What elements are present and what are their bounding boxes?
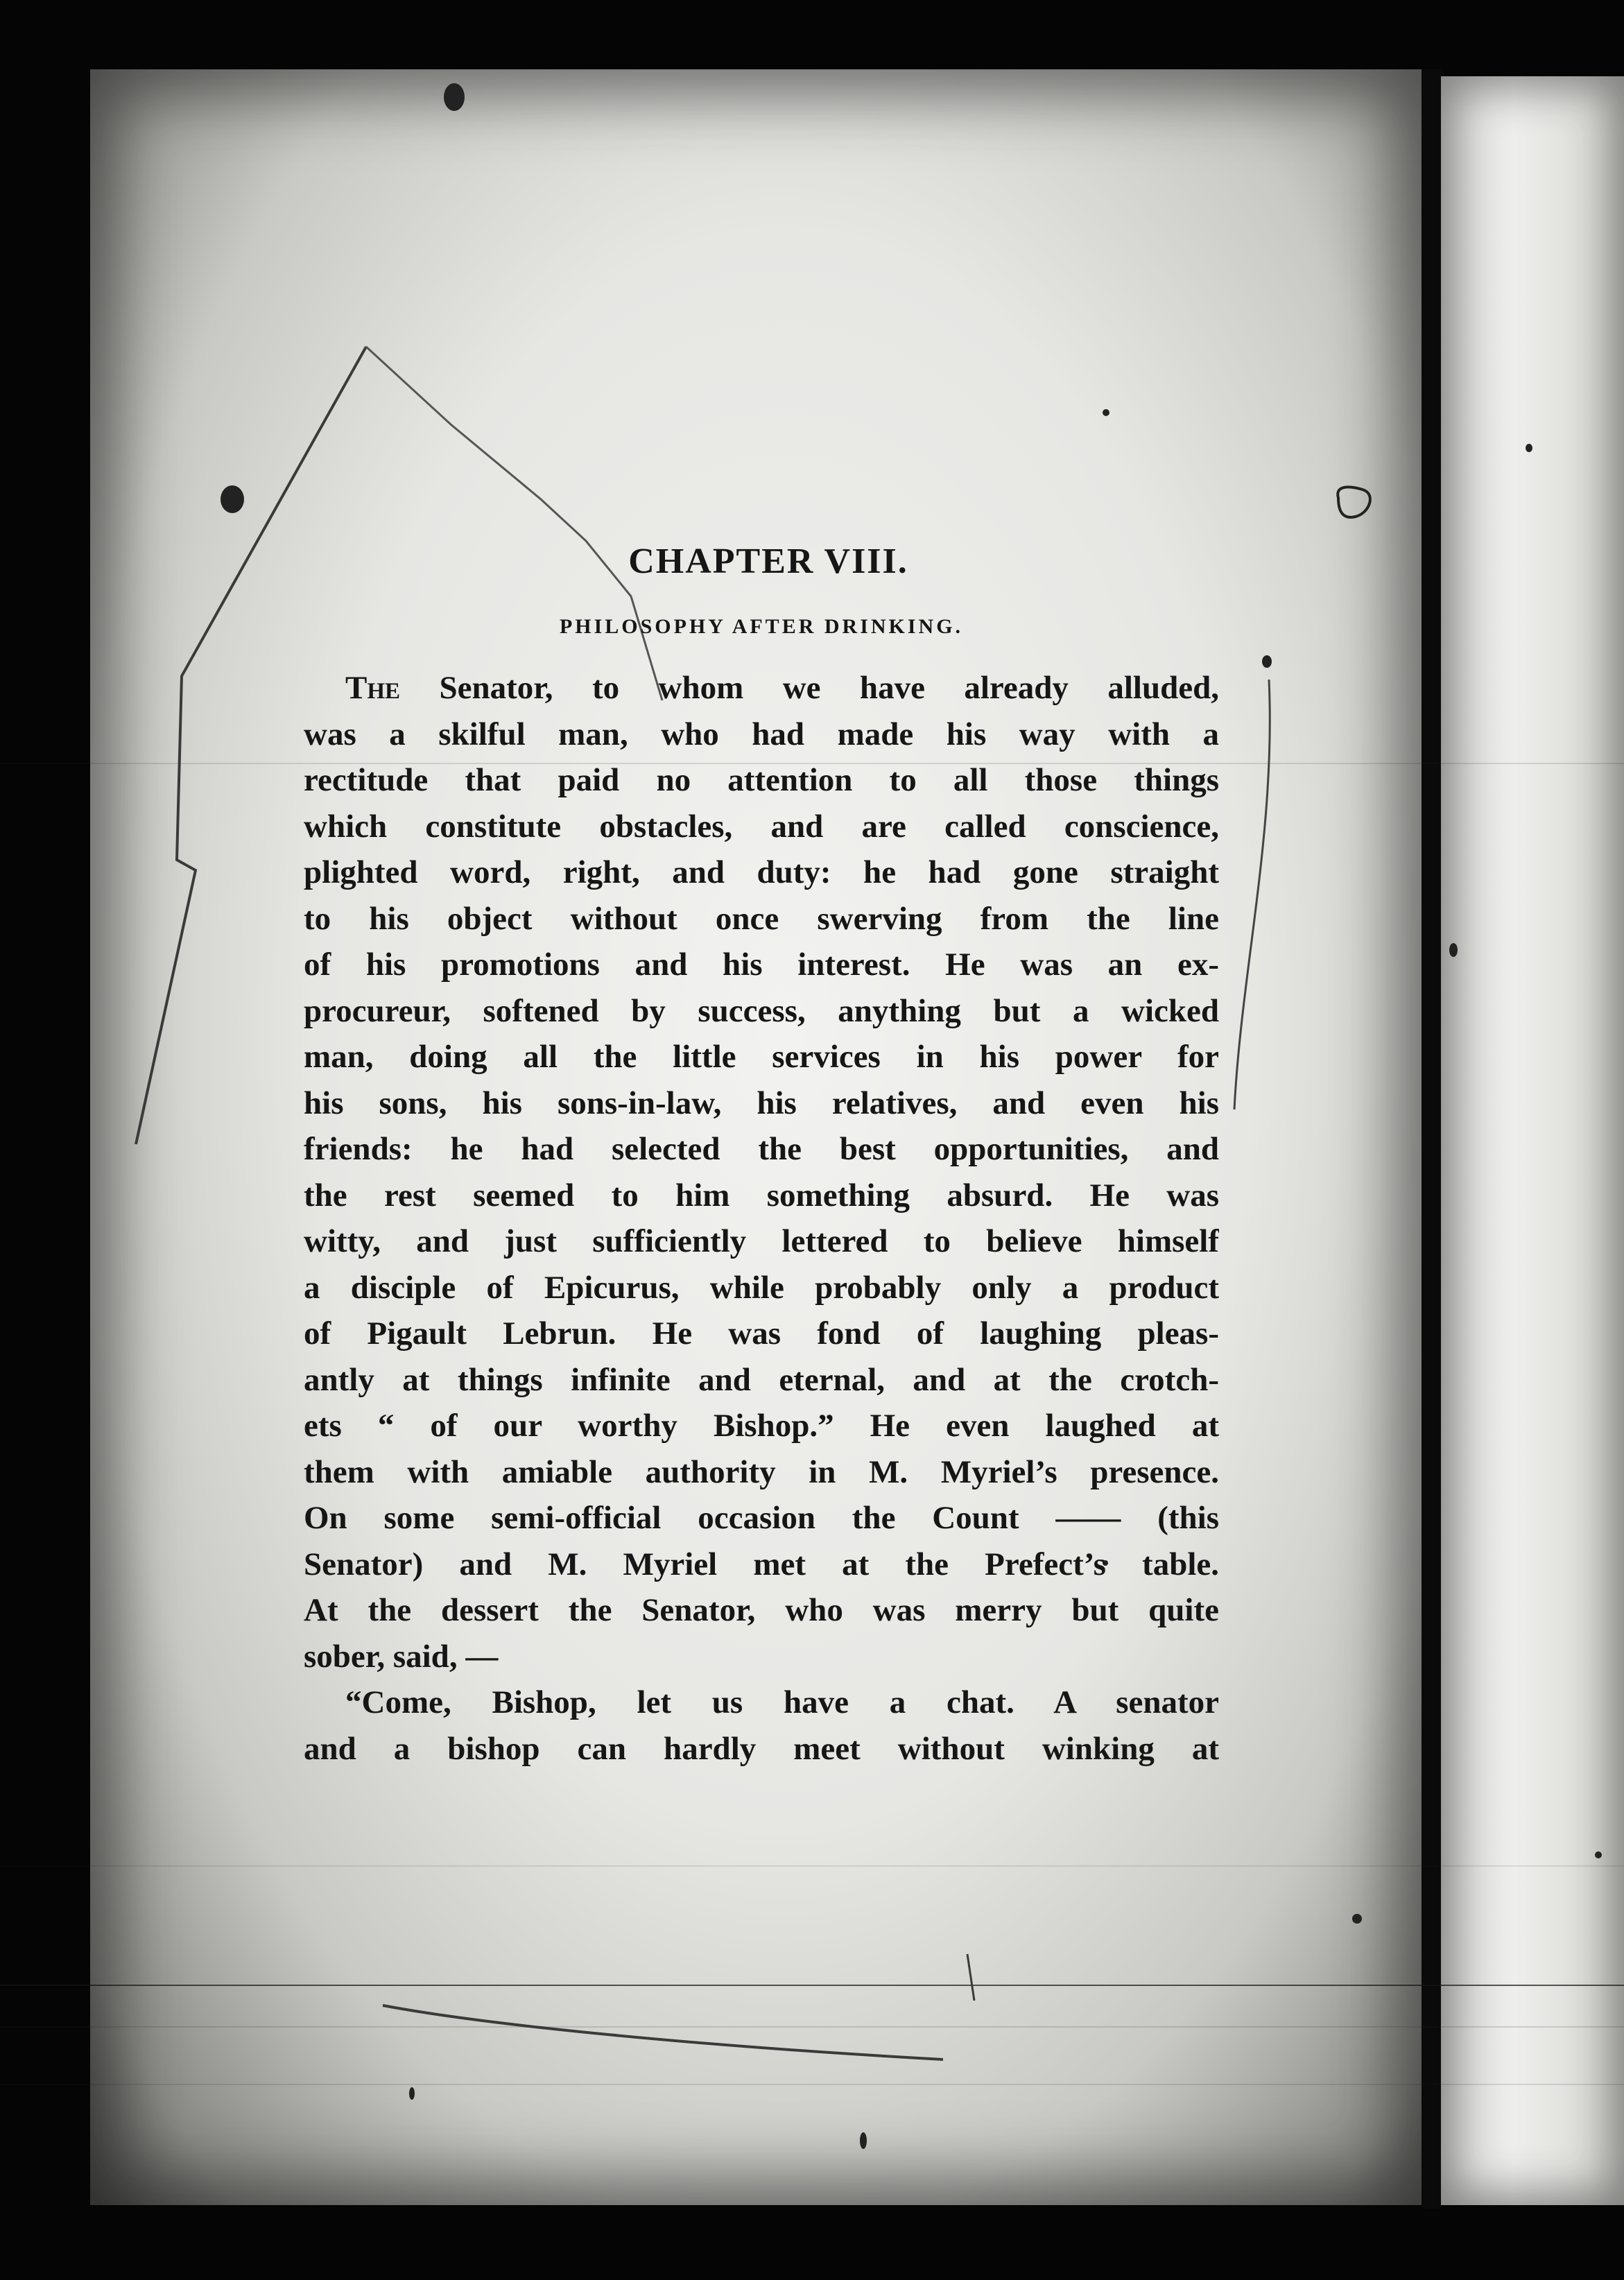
text-line: man, doing all the little services in his power for [304, 1039, 1219, 1075]
line-text: Senator, to whom we have already alluded, [400, 670, 1219, 706]
dust-speck [1103, 409, 1109, 416]
text-line: a disciple of Epicurus, while probably only a product [304, 1269, 1219, 1306]
text-line: Senator) and M. Myriel met at the Prefect’s table. [304, 1546, 1219, 1582]
adjacent-page [1441, 76, 1624, 2205]
text-line: ets “ of our worthy Bishop.” He even laughed at [304, 1408, 1219, 1444]
text-line: plighted word, right, and duty: he had gone straight [304, 854, 1219, 890]
scan-line [0, 2084, 1624, 2085]
text-line: his sons, his sons-in-law, his relatives, and even his [304, 1085, 1219, 1121]
dust-speck [1449, 943, 1458, 957]
text-line: sober, said, — [304, 1638, 499, 1675]
text-line: antly at things infinite and eternal, and at the crotch- [304, 1361, 1219, 1398]
dust-speck [1352, 1914, 1362, 1924]
dust-speck [444, 83, 465, 111]
dust-speck [1526, 444, 1532, 452]
drop-word: The [345, 670, 401, 706]
text-line: At the dessert the Senator, who was merry but quite [304, 1592, 1219, 1628]
scan-line [0, 1865, 1624, 1867]
dust-speck [221, 485, 244, 513]
chapter-text [304, 541, 1219, 1772]
text-line [304, 665, 1219, 711]
text-line: the rest seemed to him something absurd. He was [304, 1177, 1219, 1214]
text-line: them with amiable authority in M. Myriel’s presence. [304, 1453, 1219, 1490]
text-line: rectitude that paid no attention to all those things [304, 762, 1219, 798]
text-line: which constitute obstacles, and are called conscience, [304, 808, 1219, 845]
chapter-subtitle: PHILOSOPHY AFTER DRINKING. [559, 615, 964, 638]
chapter-title: CHAPTER VIII. [628, 542, 908, 581]
text-line: “Come, Bishop, let us have a chat. A senator [345, 1684, 1219, 1720]
scan-line [0, 1985, 1624, 1986]
text-line: to his object without once swerving from the line [304, 900, 1219, 937]
text-line: friends: he had selected the best opportunities, and [304, 1131, 1219, 1167]
text-line: On some semi-official occasion the Count —— (this [304, 1500, 1219, 1536]
dust-speck [1262, 655, 1272, 668]
dust-speck [409, 2087, 415, 2100]
dust-speck [1595, 1851, 1602, 1858]
text-line: witty, and just sufficiently lettered to believe himself [304, 1223, 1219, 1259]
text-line: of his promotions and his interest. He was an ex- [304, 947, 1219, 983]
scan-line [0, 2026, 1624, 2028]
text-line: and a bishop can hardly meet without winking at [304, 1730, 1219, 1767]
body-paragraphs [304, 665, 1219, 1772]
text-line: of Pigault Lebrun. He was fond of laughing pleas- [304, 1315, 1219, 1351]
dust-speck [860, 2132, 867, 2149]
text-line: was a skilful man, who had made his way with a [304, 716, 1219, 752]
text-line: procureur, softened by success, anything but a wicked [304, 992, 1219, 1029]
page-gutter [1422, 69, 1441, 2209]
